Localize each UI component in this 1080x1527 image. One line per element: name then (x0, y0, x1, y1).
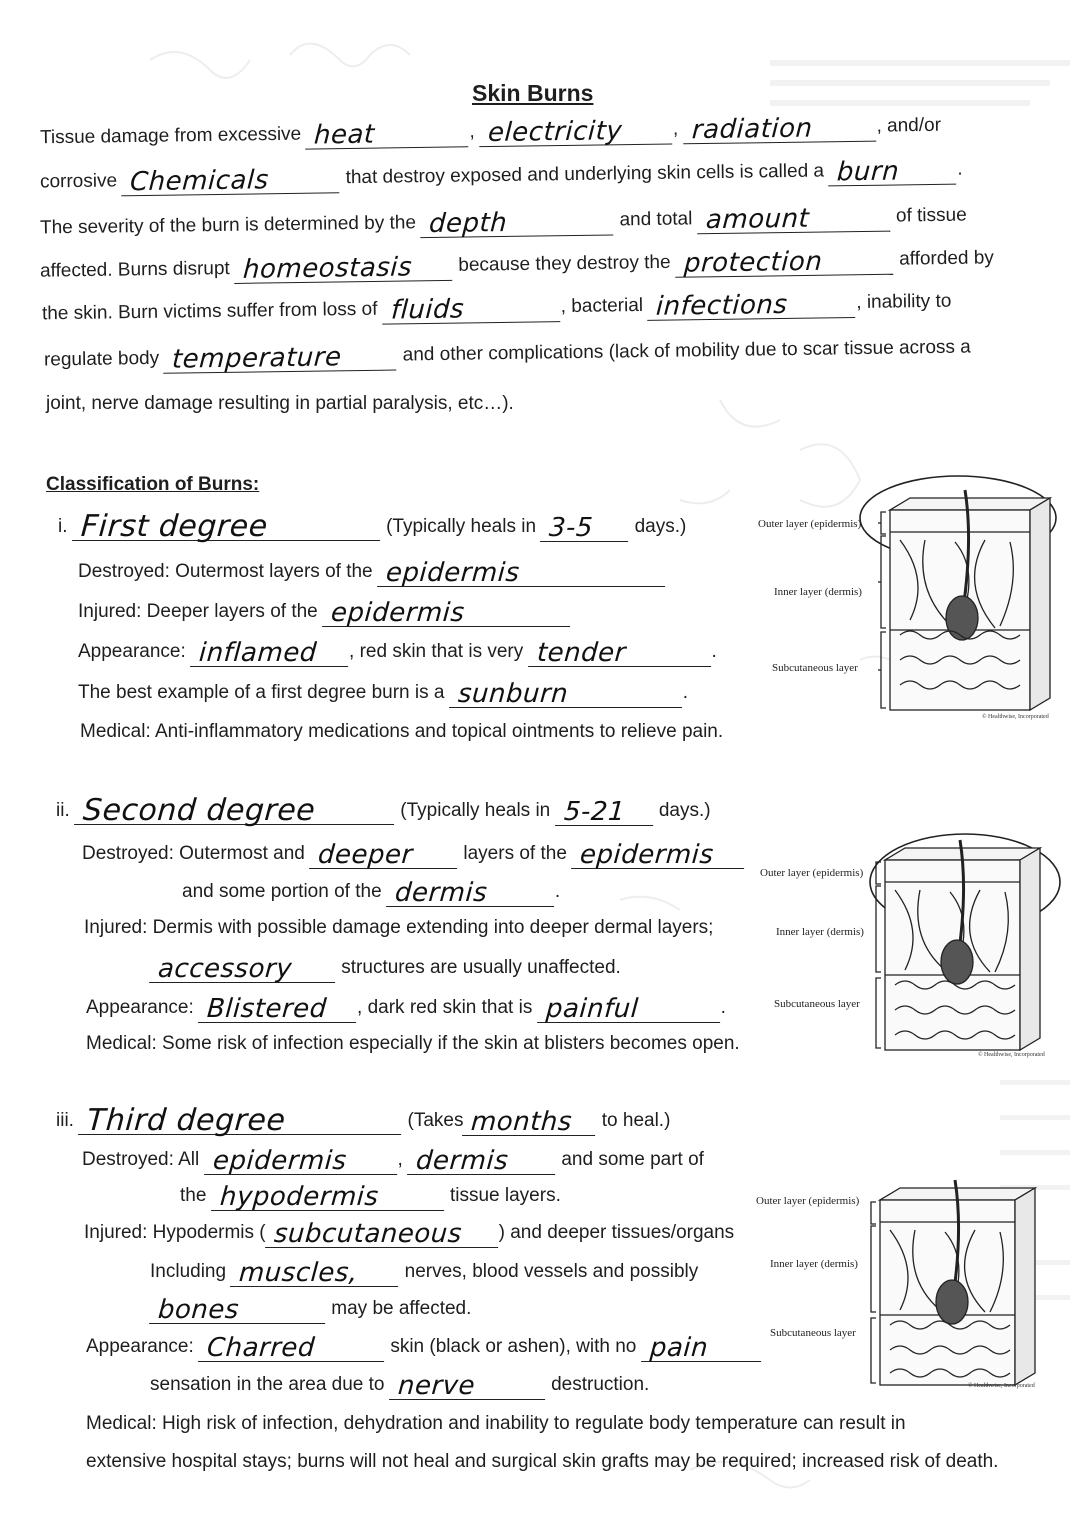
first-example-line: The best example of a first degree burn is a sunburn . (78, 679, 689, 709)
label-inner-layer: Inner layer (dermis) (770, 1258, 858, 1270)
answer-electricity: electricity (479, 117, 673, 147)
skin-diagram-first-degree (740, 470, 1070, 730)
label-subcutaneous-layer: Subcutaneous layer (772, 662, 858, 674)
third-degree-title-line: iii. Third degree (Takes months to heal.) (56, 1103, 671, 1138)
answer-third-pain: pain (641, 1335, 763, 1362)
answer-third-appearance: Charred (198, 1335, 386, 1362)
answer-third-degree: Third degree (78, 1108, 403, 1135)
answer-temperature: temperature (164, 344, 398, 374)
answer-depth: depth (421, 208, 615, 238)
answer-second-degree: Second degree (74, 798, 396, 825)
answer-third-nerve: nerve (389, 1373, 547, 1400)
answer-first-degree: First degree (72, 514, 382, 541)
second-medical-line: Medical: Some risk of infection especially if the skin at blisters becomes open. (86, 1033, 740, 1054)
skin-diagram-third-degree (750, 1170, 1070, 1395)
first-degree-title-line: i. First degree (Typically heals in 3-5 days.) (58, 509, 687, 544)
intro-line-2: corrosive Chemicals that destroy exposed and underlying skin cells is called a burn . (39, 156, 963, 198)
third-medical-line-1: Medical: High risk of infection, dehydration and inability to regulate body temperature can result in (86, 1413, 906, 1434)
answer-first-example: sunburn (449, 681, 684, 708)
second-destroyed-line: Destroyed: Outermost and deeper layers of the epidermis (82, 842, 745, 869)
third-sensation-line: sensation in the area due to nerve destruction. (150, 1371, 650, 1401)
answer-radiation: radiation (683, 115, 877, 145)
answer-third-muscles: muscles, (230, 1260, 400, 1287)
intro-line-1: Tissue damage from excessive heat , electricity , radiation , and/or (39, 113, 942, 151)
intro-line-5: the skin. Burn victims suffer from loss of fluids , bacterial infections , inability to (41, 289, 952, 326)
page-title: Skin Burns (472, 80, 594, 106)
answer-first-injured: epidermis (322, 600, 572, 627)
second-appearance-line: Appearance: Blistered , dark red skin that is painful . (86, 994, 726, 1024)
intro-line-3: The severity of the burn is determined by the depth and total amount of tissue (39, 203, 967, 240)
answer-heat: heat (306, 120, 470, 149)
third-injured-line: Injured: Hypodermis ( subcutaneous ) and deeper tissues/organs (84, 1219, 735, 1249)
image-credit: © Healthwise, Incorporated (968, 1383, 1035, 1389)
second-degree-title-line: ii. Second degree (Typically heals in 5-21 days.) (56, 793, 711, 828)
skin-cross-section-image (740, 470, 1070, 730)
answer-protection: protection (675, 248, 894, 278)
third-appearance-line: Appearance: Charred skin (black or ashen), with no pain (86, 1335, 762, 1362)
second-structures-line: accessory structures are usually unaffected. (150, 956, 621, 983)
skin-diagram-second-degree (750, 830, 1070, 1060)
answer-first-days: 3-5 (540, 515, 630, 542)
answer-burn: burn (829, 158, 958, 187)
answer-third-subcutaneous: subcutaneous (265, 1221, 500, 1248)
answer-second-layer: epidermis (571, 842, 746, 869)
second-injured-line: Injured: Dermis with possible damage extending into deeper dermal layers; (84, 917, 714, 938)
answer-third-bones: bones (149, 1297, 327, 1324)
answer-first-destroyed: epidermis (377, 560, 667, 587)
answer-second-deeper: deeper (309, 842, 459, 869)
third-medical-line-2: extensive hospital stays; burns will not heal and surgical skin grafts may be required; increased risk of death. (86, 1451, 999, 1472)
second-portion-line: and some portion of the dermis . (182, 878, 561, 908)
answer-second-portion: dermis (386, 880, 556, 907)
first-appearance-line: Appearance: inflamed , red skin that is very tender . (78, 638, 717, 668)
answer-third-months: months (463, 1109, 598, 1136)
first-medical-line: Medical: Anti-inflammatory medications and topical ointments to relieve pain. (80, 721, 724, 742)
third-bones-line: bones may be affected. (150, 1297, 471, 1324)
label-inner-layer: Inner layer (dermis) (774, 586, 862, 598)
label-inner-layer: Inner layer (dermis) (776, 926, 864, 938)
classification-heading: Classification of Burns: (46, 474, 260, 495)
third-including-line: Including muscles, nerves, blood vessels and possibly (150, 1258, 699, 1288)
third-the-line: the hypodermis tissue layers. (180, 1182, 561, 1212)
answer-third-all1: epidermis (204, 1148, 399, 1175)
intro-line-7: joint, nerve damage resulting in partial paralysis, etc…). (46, 393, 514, 414)
third-destroyed-line: Destroyed: All epidermis , dermis and some part of (82, 1146, 704, 1176)
label-subcutaneous-layer: Subcutaneous layer (774, 998, 860, 1010)
label-outer-layer: Outer layer (epidermis) (760, 867, 864, 879)
answer-first-appearance1: inflamed (190, 640, 350, 667)
answer-first-appearance2: tender (528, 640, 713, 667)
intro-line-6: regulate body temperature and other complications (lack of mobility due to scar tissue across a (43, 336, 971, 375)
answer-infections: infections (648, 291, 857, 321)
answer-fluids: fluids (382, 295, 561, 325)
image-credit: © Healthwise, Incorporated (978, 1052, 1045, 1058)
answer-second-appearance1: Blistered (198, 996, 358, 1023)
answer-amount: amount (697, 205, 891, 235)
label-subcutaneous-layer: Subcutaneous layer (770, 1327, 856, 1339)
answer-second-appearance2: painful (537, 996, 722, 1023)
first-destroyed-line: Destroyed: Outermost layers of the epidermis (78, 560, 666, 587)
answer-third-hypodermis: hypodermis (211, 1184, 446, 1211)
image-credit: © Healthwise, Incorporated (982, 714, 1049, 720)
first-injured-line: Injured: Deeper layers of the epidermis (78, 600, 571, 627)
answer-third-all2: dermis (407, 1148, 557, 1175)
answer-second-accessory: accessory (149, 956, 337, 983)
answer-chemicals: Chemicals (122, 166, 341, 196)
label-outer-layer: Outer layer (epidermis) (756, 1195, 860, 1207)
label-outer-layer: Outer layer (epidermis) (758, 518, 862, 530)
answer-second-days: 5-21 (555, 799, 655, 826)
intro-line-4: affected. Burns disrupt homeostasis because they destroy the protection afforded by (39, 246, 995, 285)
answer-homeostasis: homeostasis (234, 254, 453, 284)
skin-cross-section-image (750, 830, 1070, 1060)
